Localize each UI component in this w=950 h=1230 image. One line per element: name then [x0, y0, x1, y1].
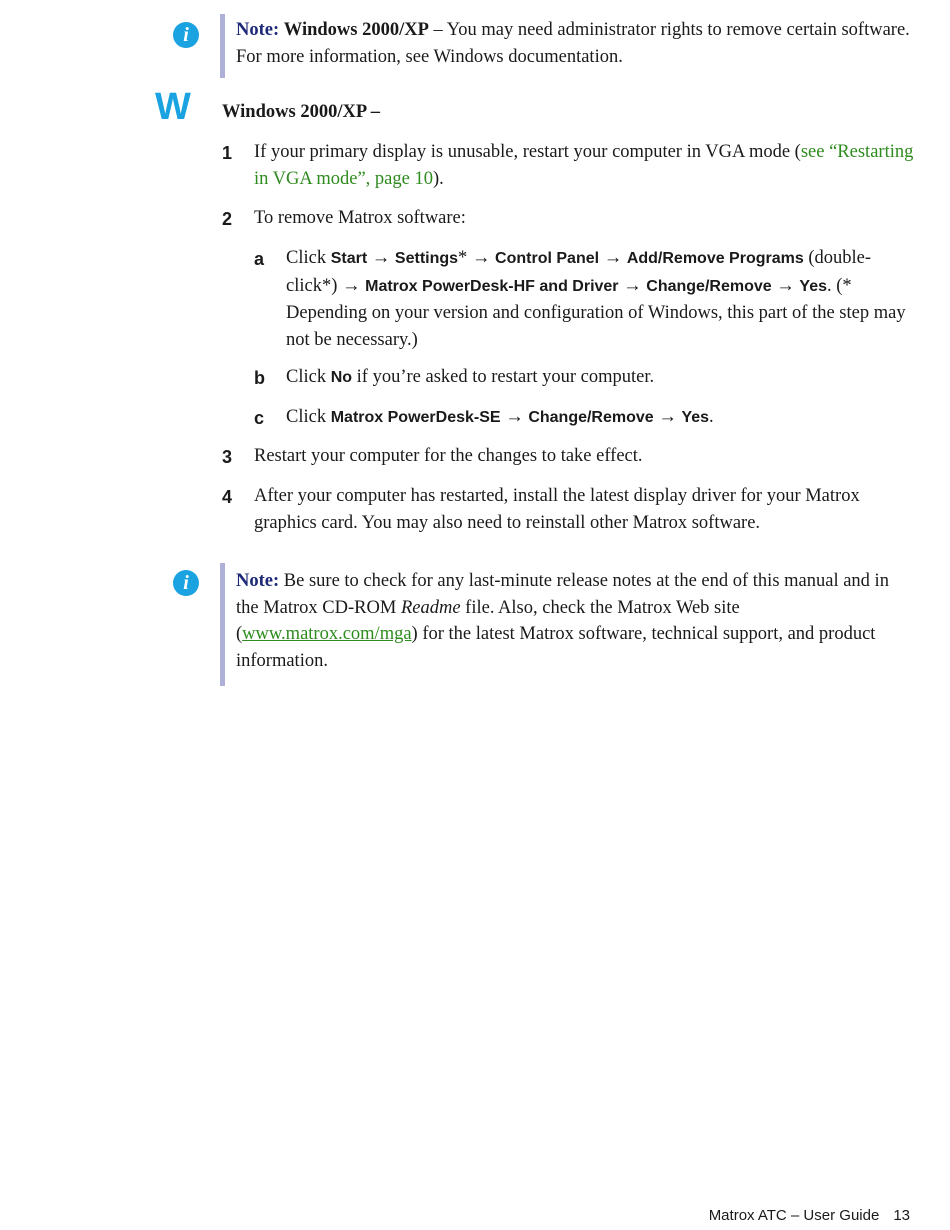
note-body: – You may need administrator rights to remove certain software. For more information, see Windows documentation. — [236, 20, 910, 67]
step-text: If your primary display is unusable, restart your computer in VGA mode ( — [254, 142, 801, 162]
yes-item: Yes — [799, 277, 827, 295]
windows-section-icon: W — [155, 86, 190, 128]
info-icon: i — [173, 570, 199, 596]
depending-note: . (* Depending on your version and configuration of Windows, this part of the step may not be necessary.) — [286, 275, 906, 350]
note-body: file. Also, check the Matrox Web site ( — [236, 597, 740, 644]
section-heading: Windows 2000/XP – — [222, 102, 380, 122]
add-remove-programs-item: Add/Remove Programs — [626, 250, 804, 267]
note-body: Be sure to check for any last-minute release notes at the end of this manual and in the Matrox CD-ROM — [236, 571, 889, 618]
substep-b-text — [286, 364, 916, 392]
substep-a-text — [286, 245, 916, 353]
step-1-text — [254, 139, 919, 192]
info-icon: i — [173, 22, 199, 48]
note-body: ) for the latest Matrox software, technical support, and product information. — [236, 624, 876, 671]
arrow-icon: → — [599, 248, 627, 268]
arrow-icon: → — [467, 248, 496, 268]
matrox-web-link[interactable]: www.matrox.com/mga — [242, 624, 412, 644]
note-bar — [220, 563, 225, 686]
note-bold-os: Windows 2000/XP — [283, 20, 429, 40]
arrow-icon: → — [342, 275, 366, 296]
note-bar — [220, 14, 225, 78]
click-word: Click — [286, 248, 331, 268]
arrow-icon: → — [653, 407, 682, 427]
step-number: 3 — [222, 447, 233, 467]
click-word: Click — [286, 367, 331, 387]
vga-mode-link[interactable]: see “Restarting in VGA mode”, page 10 — [254, 142, 914, 189]
page-number: 13 — [893, 1207, 910, 1224]
substep-b-body: if you’re asked to restart your computer. — [352, 367, 655, 387]
step-number: 2 — [222, 209, 233, 229]
footer-title: Matrox ATC – User Guide — [708, 1207, 880, 1224]
yes-item: Yes — [681, 409, 710, 426]
no-item: No — [330, 369, 353, 386]
step-number: 1 — [222, 143, 233, 163]
asterisk-mark: * — [458, 248, 468, 268]
readme-filename: Readme — [400, 597, 461, 618]
substep-c-text — [286, 404, 916, 432]
powerdesk-hf-item: Matrox PowerDesk-HF and Driver — [365, 277, 619, 295]
step-text-end: ). — [432, 168, 444, 189]
substep-letter: b — [254, 368, 265, 388]
note-label: Note: — [236, 20, 280, 40]
double-click-text: (double-click*) — [286, 248, 872, 296]
substep-letter: a — [254, 249, 265, 269]
settings-menu-item: Settings — [394, 250, 459, 267]
control-panel-item: Control Panel — [495, 250, 600, 267]
click-word: Click — [286, 407, 331, 427]
arrow-icon: → — [500, 407, 529, 427]
change-remove-item: Change/Remove — [646, 277, 772, 295]
powerdesk-se-item: Matrox PowerDesk-SE — [330, 409, 501, 426]
step-number: 4 — [222, 487, 233, 507]
period: . — [709, 407, 714, 427]
note-windows-admin — [236, 17, 916, 70]
page-footer — [709, 1203, 910, 1230]
arrow-icon: → — [771, 275, 800, 296]
start-menu-item: Start — [330, 250, 368, 267]
arrow-icon: → — [367, 248, 395, 268]
step-3-text: Restart your computer for the changes to take effect. — [254, 446, 643, 466]
change-remove-item: Change/Remove — [528, 409, 654, 426]
step-2-text: To remove Matrox software: — [254, 208, 466, 228]
note-release-notes — [236, 568, 916, 674]
step-4-text: After your computer has restarted, install the latest display driver for your Matrox graphics card. You may also need to reinstall other Matrox software. — [254, 486, 860, 533]
substep-letter: c — [254, 408, 265, 428]
note-label: Note: — [236, 571, 280, 591]
arrow-icon: → — [618, 275, 647, 296]
